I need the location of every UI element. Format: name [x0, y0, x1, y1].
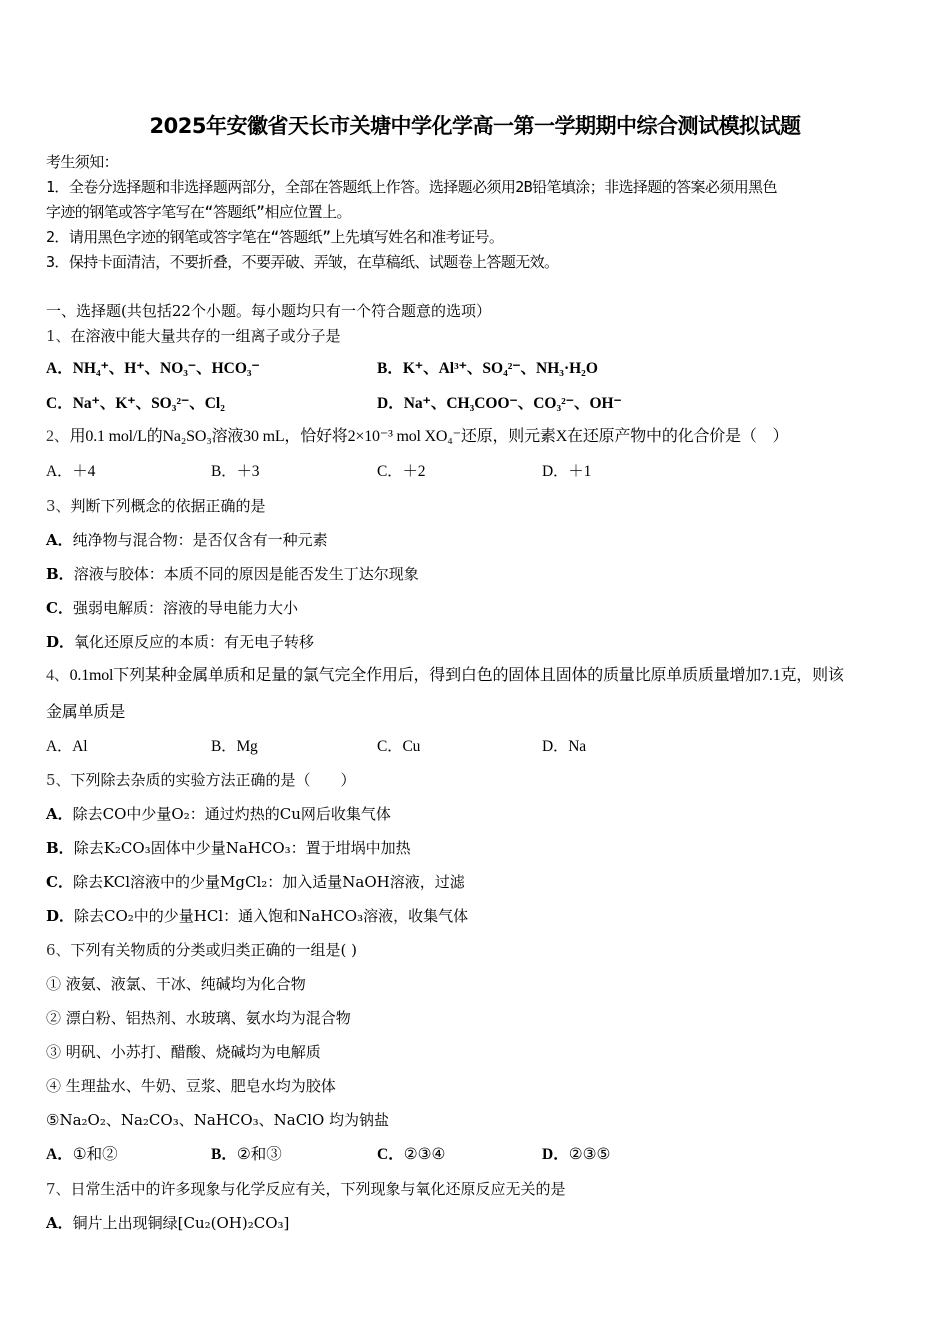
option-text: ＋2: [402, 463, 426, 480]
option-label: C．: [46, 599, 73, 617]
q5-option-a[interactable]: [46, 804, 391, 824]
option-label: D．: [542, 1146, 569, 1163]
option-text: NH₄⁺、H⁺、NO₃⁻、HCO₃⁻: [72, 360, 260, 377]
option-label: B．: [211, 738, 237, 755]
question-6: [46, 940, 357, 960]
option-label: C．: [377, 1146, 404, 1163]
option-label: A．: [46, 805, 73, 823]
option-label: C．: [377, 463, 403, 480]
option-text: ＋4: [72, 463, 96, 480]
question-5: [46, 770, 356, 790]
q6-statement-2: ② 漂白粉、铝热剂、水玻璃、氨水均为混合物: [46, 1009, 351, 1027]
option-text: Mg: [236, 738, 258, 755]
question-3: [46, 496, 266, 516]
option-label: B．: [211, 463, 237, 480]
question-stem: 日常生活中的许多现象与化学反应有关，下列现象与氧化还原反应无关的是: [70, 1180, 566, 1198]
question-number: 4、: [46, 667, 70, 684]
option-label: A．: [46, 531, 73, 549]
option-label: B．: [377, 360, 403, 377]
section-heading: 一、选择题(共包括22个小题。每小题均只有一个符合题意的选项）: [46, 302, 491, 320]
q5-option-c[interactable]: [46, 872, 465, 892]
option-text: 除去KCl溶液中的少量MgCl₂：加入适量NaOH溶液，过滤: [72, 873, 465, 891]
notice-item-1-cont: 字迹的钢笔或答字笔写在“答题纸”相应位置上。: [46, 203, 351, 221]
option-label: B．: [46, 839, 74, 857]
question-stem: 0.1mol下列某种金属单质和足量的氯气完全作用后，得到白色的固体且固体的质量比原单质质量增加7.1克，则该: [69, 667, 844, 684]
option-label: C．: [46, 873, 73, 891]
question-stem: 用0.1 mol/L的Na₂SO₃溶液30 mL，恰好将2×10⁻³ mol XO₄⁻还原，则元素X在还原产物中的化合价是（ ）: [69, 428, 789, 445]
option-label: D．: [542, 463, 569, 480]
option-text: 除去CO₂中的少量HCl：通入饱和NaHCO₃溶液，收集气体: [74, 907, 469, 925]
option-text: Na⁺、CH₃COO⁻、CO₃²⁻、OH⁻: [403, 395, 622, 412]
option-text: 除去CO中少量O₂：通过灼热的Cu网后收集气体: [72, 805, 391, 823]
option-text: 溶液与胶体：本质不同的原因是能否发生丁达尔现象: [73, 565, 419, 583]
q2-option-c[interactable]: [377, 462, 425, 482]
q2-option-a[interactable]: [46, 462, 95, 482]
question-4: [46, 666, 844, 686]
option-label: D．: [46, 633, 75, 651]
q3-option-c[interactable]: [46, 598, 298, 618]
option-label: A．: [46, 463, 73, 480]
option-text: ②③⑤: [568, 1146, 611, 1163]
q6-statement-5: ⑤Na₂O₂、Na₂CO₃、NaHCO₃、NaClO 均为钠盐: [46, 1111, 390, 1129]
option-text: K⁺、Al³⁺、SO₄²⁻、NH₃·H₂O: [402, 360, 598, 377]
question-1: [46, 326, 341, 346]
q4-option-c[interactable]: [377, 737, 420, 757]
question-number: 1、: [46, 327, 71, 345]
option-text: 强弱电解质：溶液的导电能力大小: [72, 599, 298, 617]
q6-option-d[interactable]: [542, 1145, 610, 1165]
notice-item-1: 1．全卷分选择题和非选择题两部分，全部在答题纸上作答。选择题必须用2B铅笔填涂；非选择题的答案必须用黑色: [46, 178, 777, 196]
notice-item-2: 2．请用黑色字迹的钢笔或答字笔在“答题纸”上先填写姓名和准考证号。: [46, 228, 504, 246]
question-stem: 判断下列概念的依据正确的是: [70, 497, 266, 515]
question-number: 7、: [46, 1180, 71, 1198]
q4-option-b[interactable]: [211, 737, 258, 757]
q6-statement-1: ① 液氨、液氯、干冰、纯碱均为化合物: [46, 975, 306, 993]
q3-option-d[interactable]: [46, 632, 314, 652]
q5-option-b[interactable]: [46, 838, 411, 858]
question-number: 5、: [46, 771, 71, 789]
option-label: A．: [46, 360, 73, 377]
option-text: 铜片上出现铜绿[Cu₂(OH)₂CO₃]: [72, 1214, 290, 1232]
q6-statement-4: ④ 生理盐水、牛奶、豆浆、肥皂水均为胶体: [46, 1077, 336, 1095]
notice-item-3: 3．保持卡面清洁，不要折叠，不要弄破、弄皱，在草稿纸、试题卷上答题无效。: [46, 253, 559, 271]
option-text: Al: [72, 738, 88, 755]
option-text: Na⁺、K⁺、SO₃²⁻、Cl₂: [72, 395, 225, 412]
q5-option-d[interactable]: [46, 906, 468, 926]
option-label: B．: [211, 1146, 237, 1163]
question-number: 6、: [46, 941, 71, 959]
question-stem: 下列除去杂质的实验方法正确的是（ ）: [70, 771, 356, 789]
option-text: ＋3: [236, 463, 260, 480]
option-label: D．: [377, 395, 404, 412]
q1-option-b[interactable]: [377, 359, 598, 379]
page-title: 2025年安徽省天长市关塘中学化学高一第一学期期中综合测试模拟试题: [149, 114, 801, 138]
option-text: Cu: [402, 738, 421, 755]
option-text: 纯净物与混合物：是否仅含有一种元素: [72, 531, 328, 549]
option-label: D．: [542, 738, 569, 755]
option-text: ＋1: [568, 463, 592, 480]
q6-statement-3: ③ 明矾、小苏打、醋酸、烧碱均为电解质: [46, 1043, 321, 1061]
question-number: 2、: [46, 428, 70, 445]
option-label: A．: [46, 738, 73, 755]
q6-option-a[interactable]: [46, 1145, 118, 1165]
option-label: C．: [46, 395, 73, 412]
q7-option-a[interactable]: [46, 1213, 289, 1233]
q2-option-b[interactable]: [211, 462, 259, 482]
option-label: A．: [46, 1146, 73, 1163]
question-4-cont: 金属单质是: [46, 704, 126, 721]
q4-option-d[interactable]: [542, 737, 586, 757]
question-stem: 下列有关物质的分类或归类正确的一组是( ): [70, 941, 358, 959]
option-text: ②③④: [403, 1146, 446, 1163]
q6-option-c[interactable]: [377, 1145, 445, 1165]
option-label: A．: [46, 1214, 73, 1232]
q6-option-b[interactable]: [211, 1145, 282, 1165]
option-label: B．: [46, 565, 74, 583]
q4-option-a[interactable]: [46, 737, 87, 757]
question-7: [46, 1179, 566, 1199]
question-stem: 在溶液中能大量共存的一组离子或分子是: [70, 327, 341, 345]
q1-option-c[interactable]: [46, 394, 225, 414]
q3-option-b[interactable]: [46, 564, 419, 584]
option-text: Na: [568, 738, 586, 755]
q1-option-a[interactable]: [46, 359, 260, 379]
option-text: ②和③: [236, 1146, 282, 1163]
option-label: D．: [46, 907, 75, 925]
q1-option-d[interactable]: [377, 394, 622, 414]
option-label: C．: [377, 738, 403, 755]
notice-heading: 考生须知：: [46, 153, 119, 171]
q3-option-a[interactable]: [46, 530, 328, 550]
option-text: ①和②: [72, 1146, 118, 1163]
option-text: 氧化还原反应的本质：有无电子转移: [74, 633, 315, 651]
option-text: 除去K₂CO₃固体中少量NaHCO₃：置于坩埚中加热: [73, 839, 411, 857]
question-number: 3、: [46, 497, 71, 515]
question-2: [46, 427, 788, 447]
q2-option-d[interactable]: [542, 462, 591, 482]
